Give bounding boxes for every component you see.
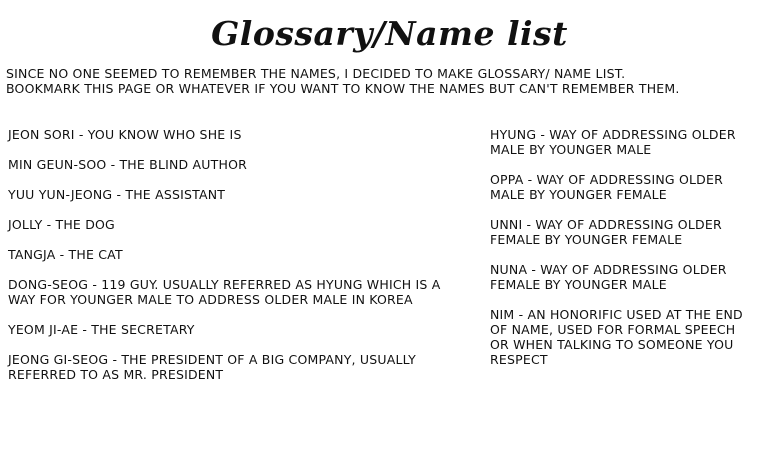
intro-line: BOOKMARK THIS PAGE OR WHATEVER IF YOU WANT TO KNOW THE NAMES BUT CAN'T REMEMBER THEM. [6,81,680,96]
terms-column [490,127,776,367]
entry-line: JEONG GI-SEOG - THE PRESIDENT OF A BIG COMPANY, USUALLY [8,352,416,367]
entry-line: UNNI - WAY OF ADDRESSING OLDER [490,217,722,232]
entry-line: JEON SORI - YOU KNOW WHO SHE IS [8,127,242,142]
term-entry-hyung [490,127,776,157]
entry-line: HYUNG - WAY OF ADDRESSING OLDER [490,127,736,142]
entry-line: MIN GEUN-SOO - THE BLIND AUTHOR [8,157,248,172]
entry-line: OPPA - WAY OF ADDRESSING OLDER [490,172,723,187]
entry-line: MALE BY YOUNGER MALE [490,142,652,157]
name-entry-min-geun-soo [8,157,483,172]
name-entry-jeong-gi-seog [8,352,483,382]
term-entry-nuna [490,262,776,292]
entry-line: YUU YUN-JEONG - THE ASSISTANT [8,187,226,202]
entry-line: FEMALE BY YOUNGER FEMALE [490,232,683,247]
entry-line: RESPECT [490,352,548,367]
term-entry-oppa [490,172,776,202]
entry-line: REFERRED TO AS MR. PRESIDENT [8,367,224,382]
entry-line: OF NAME, USED FOR FORMAL SPEECH [490,322,736,337]
intro-text [6,66,774,96]
term-entry-unni [490,217,776,247]
entry-line: YEOM JI-AE - THE SECRETARY [8,322,195,337]
intro-line: SINCE NO ONE SEEMED TO REMEMBER THE NAMES, I DECIDED TO MAKE GLOSSARY/ NAME LIST. [6,66,626,81]
entry-line: TANGJA - THE CAT [8,247,123,262]
name-entry-jeon-sori [8,127,483,142]
entry-line: JOLLY - THE DOG [8,217,115,232]
name-entry-yuu-yun-jeong [8,187,483,202]
entry-line: MALE BY YOUNGER FEMALE [490,187,667,202]
entry-line: NUNA - WAY OF ADDRESSING OLDER [490,262,727,277]
entry-line: OR WHEN TALKING TO SOMEONE YOU [490,337,734,352]
name-entry-tangja [8,247,483,262]
term-entry-nim [490,307,776,367]
name-entry-dong-seog [8,277,483,307]
entry-line: DONG-SEOG - 119 GUY. USUALLY REFERRED AS HYUNG WHICH IS A [8,277,441,292]
name-entry-jolly [8,217,483,232]
name-entry-yeom-ji-ae [8,322,483,337]
entry-line: FEMALE BY YOUNGER MALE [490,277,667,292]
page-title: Glossary/Name list [211,14,568,53]
entry-line: NIM - AN HONORIFIC USED AT THE END [490,307,743,322]
names-column [8,127,483,382]
entry-line: WAY FOR YOUNGER MALE TO ADDRESS OLDER MALE IN KOREA [8,292,413,307]
